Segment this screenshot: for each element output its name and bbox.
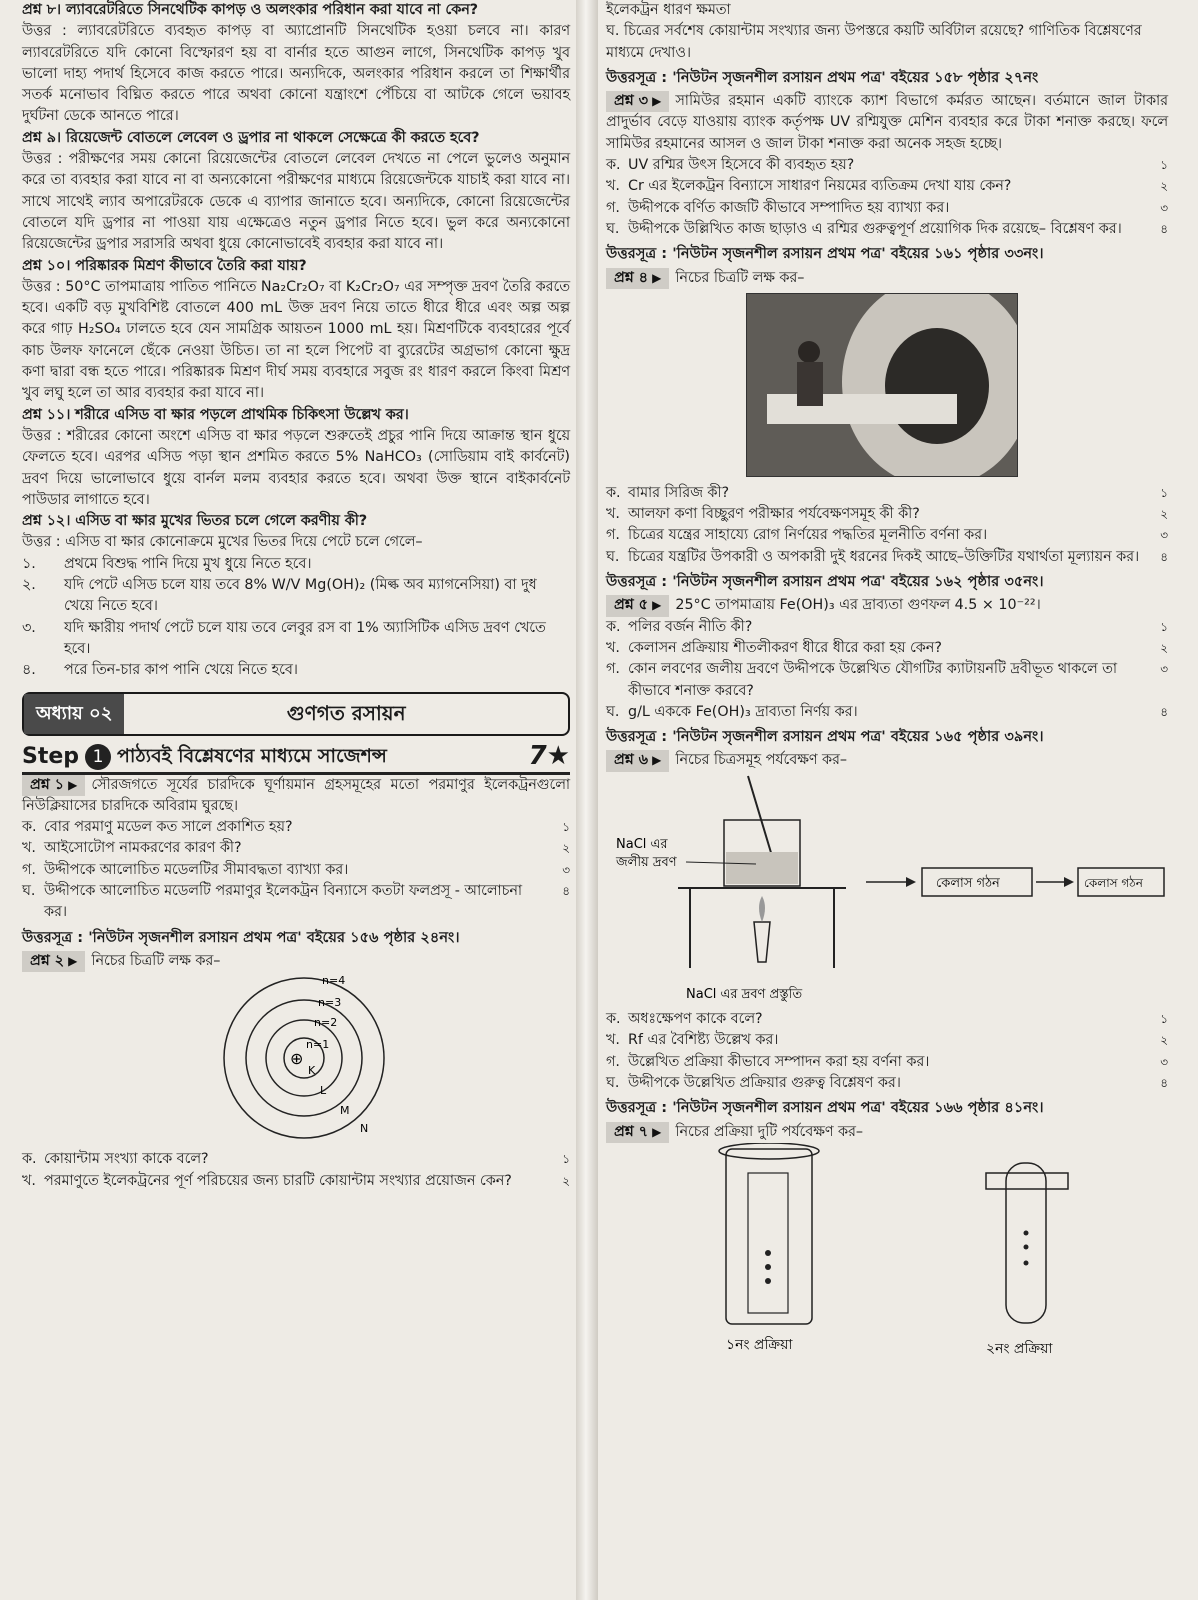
sub-mark: ১ [1160, 158, 1168, 173]
question-8: প্রশ্ন ৮। ল্যাবরেটরিতে সিনথেটিক কাপড় ও অলংকার পরিধান করা যাবে না কেন? [22, 2, 479, 18]
cq-2 [22, 951, 570, 972]
sub-mark: ৩ [1160, 200, 1168, 215]
shell-label-l: L [320, 1084, 327, 1098]
process-2-label: ২নং প্রক্রিয়া [986, 1340, 1053, 1357]
sub-question [606, 504, 1168, 525]
step-banner [22, 740, 570, 775]
sub-mark: ৪ [1160, 704, 1168, 719]
solution-label-line2: জলীয় দ্রবণ [616, 854, 677, 870]
sub-question [606, 702, 1168, 723]
shell-label-n: N [360, 1122, 369, 1136]
step-item [22, 618, 570, 661]
technician-head [798, 341, 820, 363]
sub-key: ক. [22, 1151, 37, 1168]
sub-question [606, 1009, 1168, 1030]
orbit-n2 [266, 1020, 342, 1096]
crystal-box-2-label: কেলাস গঠন [1084, 875, 1143, 890]
solution-level [726, 852, 798, 884]
chapter-header [22, 692, 570, 736]
sub-key: খ. [606, 506, 620, 523]
sub-text: আইসোটোপ নামকরণের কারণ কী? [44, 840, 242, 857]
cq-4 [606, 268, 1168, 289]
sub-text: বামার সিরিজ কী? [628, 484, 730, 501]
burner [754, 922, 770, 962]
sub-text: পরমাণুতে ইলেকট্রনের পূর্ণ পরিচয়ের জন্য চারটি কোয়ান্টাম সংখ্যার প্রয়োজন কেন? [44, 1172, 512, 1189]
chapter-title: গুণগত রসায়ন [286, 700, 406, 725]
sub-mark: ১ [562, 1152, 570, 1167]
sub-key: গ. [606, 1053, 620, 1070]
sub-question [22, 1149, 570, 1170]
chapter-label: অধ্যায় ০২ [24, 694, 124, 734]
sub-text: চিত্রের যন্ত্রটির উপকারী ও অপকারী দুই ধরনের দিকই আছে–উক্তিটির যথার্থতা মূল্যায়ন কর। [628, 548, 1140, 565]
carryover-line: ইলেকট্রন ধারণ ক্ষমতা [606, 2, 731, 18]
step-word: Step [22, 743, 80, 769]
sub-mark: ৩ [1160, 662, 1168, 677]
scanner-bore [885, 328, 989, 444]
sub-question [606, 659, 1168, 702]
question-tag: প্রশ্ন ২ ▶ [22, 951, 85, 972]
star-badge: 7★ [528, 740, 570, 771]
sub-mark: ৪ [1160, 221, 1168, 236]
sub-key: খ. [606, 639, 620, 656]
step-text: প্রথমে বিশুদ্ধ পানি দিয়ে মুখ ধুয়ে নিতে হবে। [64, 555, 312, 572]
stem-text: 25°C তাপমাত্রায় Fe(OH)₃ এর দ্রাব্যতা গুণফল 4.5 × 10⁻²²। [675, 597, 1041, 614]
sub-key: গ. [606, 199, 620, 216]
sub-key: ঘ. [606, 220, 620, 237]
sub-text: উদ্দীপকে আলোচিত মডেলটির সীমাবদ্ধতা ব্যাখ্যা কর। [44, 861, 349, 878]
paper-strip-1 [748, 1173, 788, 1313]
sub-key: গ. [22, 861, 36, 878]
question-12: প্রশ্ন ১২। এসিড বা ক্ষার মুখের ভিতর চলে গেলে করণীয় কী? [22, 513, 368, 530]
sub-text: Cr এর ইলেকট্রন বিন্যাসে সাধারণ নিয়মের ব্যতিক্রম দেখা যায় কেন? [628, 178, 1012, 195]
orbit-n3 [246, 1000, 362, 1116]
step-text: যদি পেটে এসিড চলে যায় তবে 8% W/V Mg(OH)₂ (মিল্ক অব ম্যাগনেসিয়া) বা দুধ খেয়ে নিতে হবে। [64, 577, 537, 615]
stem-text: সৌরজগতে সূর্যের চারদিকে ঘূর্ণায়মান গ্রহসমূহের মতো পরমাণুর ইলেকট্রনগুলো নিউক্লিয়াসের চারদিকে অবিরাম ঘুরছে। [22, 776, 570, 814]
sub-text: কেলাসন প্রক্রিয়ায় শীতলীকরণ ধীরে ধীরে করা হয় কেন? [628, 639, 942, 656]
sub-text: আলফা কণা বিচ্ছুরণ পরীক্ষার পর্যবেক্ষণসমূহ কী কী? [628, 506, 920, 523]
patient-bed [767, 394, 957, 424]
jar-1 [726, 1149, 812, 1324]
sub-question [606, 219, 1168, 240]
sub-mark: ২ [562, 1173, 570, 1188]
sub-question [606, 525, 1168, 546]
sub-key: খ. [22, 1172, 36, 1189]
sub-mark: ৩ [562, 862, 570, 877]
sub-text: পলির বর্জন নীতি কী? [628, 618, 753, 635]
left-column [22, 0, 570, 1192]
cq-3 [606, 91, 1168, 155]
cq-5 [606, 595, 1168, 616]
step-number: ১. [22, 555, 36, 572]
sub-question [606, 617, 1168, 638]
sub-mark: ৪ [562, 883, 570, 898]
sub-key: গ. [606, 661, 620, 678]
spot [765, 1250, 771, 1256]
answer-reference: উত্তরসূত্র : 'নিউটন সৃজনশীল রসায়ন প্রথম পত্র' বইয়ের ১৬২ পৃষ্ঠার ৩৫নং। [606, 573, 1044, 591]
sub-question [606, 547, 1168, 568]
sub-mark: ২ [1160, 179, 1168, 194]
sub-question [22, 1171, 570, 1192]
jar-1-lid [719, 1143, 819, 1159]
sub-question [22, 817, 570, 838]
step-number-badge: 1 [85, 744, 111, 770]
sub-text: চিত্রের যন্ত্রের সাহায্যে রোগ নির্ণয়ের পদ্ধতির মূলনীতি বর্ণনা কর। [628, 527, 988, 544]
sub-mark: ১ [1160, 1012, 1168, 1027]
cq-1 [22, 775, 570, 818]
arrow-2-head [1064, 877, 1074, 887]
sub-key: ক. [606, 484, 621, 501]
question-tag: প্রশ্ন ৭ ▶ [606, 1122, 669, 1143]
spot [765, 1278, 771, 1284]
sub-text: উল্লেখিত প্রক্রিয়া কীভাবে সম্পাদন করা হয় বর্ণনা কর। [628, 1053, 930, 1070]
step-number: ৪. [22, 662, 36, 679]
sub-key: খ. [606, 178, 620, 195]
carryover-question: ঘ. চিত্রের সর্বশেষ কোয়ান্টাম সংখ্যার জন্য উপস্তরে কয়টি অর্বিটাল রয়েছে? গাণিতিক বিশ্লেষণের মাধ্যমে দেখাও। [606, 23, 1142, 61]
orbit-n4 [224, 978, 384, 1138]
crystallization-diagram [606, 772, 1168, 1002]
nucleus-symbol: ⊕ [290, 1049, 304, 1069]
sub-question [606, 176, 1168, 197]
sub-text: উদ্দীপকে বর্ণিত কাজটি কীভাবে সম্পাদিত হয় ব্যাখ্যা কর। [628, 199, 950, 216]
step-item [22, 554, 570, 575]
stem-text: সামিউর রহমান একটি ব্যাংকে ক্যাশ বিভাগে কর্মরত আছেন। বর্তমানে জাল টাকার প্রাদুর্ভাব বেড়ে যাওয়ায় ব্যাংক কর্তৃপক্ষ UV রশ্মিযুক্ত মেশিন ব্যবহার করে টাকা শনাক্ত করছে। ফলে সামিউর রহমানের আসল ও জাল টাকা শনাক্ত করা অনেক সহজ হচ্ছে। [606, 93, 1168, 152]
answer-11: উত্তর : শরীরের কোনো অংশে এসিড বা ক্ষার পড়লে শুরুতেই প্রচুর পানি দিয়ে আক্রান্ত স্থান ধুয়ে ফেলতে হবে। এরপর এসিড পড়া স্থান প্রশমিত করতে 5% NaHCO₃ (সোডিয়াম বাই কার্বনেট) দ্রবণ দিয়ে ভালোভাবে ধুয়ে বার্নল মলম ব্যবহার করতে হবে। অথবা উক্ত স্থানে বাইকার্বনেট পাউডার লাগাতে হবে। [22, 427, 570, 508]
question-tag: প্রশ্ন ১ ▶ [22, 775, 85, 796]
stem-text: নিচের চিত্রটি লক্ষ কর– [675, 269, 805, 286]
question-tag: প্রশ্ন ৫ ▶ [606, 595, 669, 616]
figure-caption: NaCl এর দ্রবণ প্রস্তুতি [686, 986, 803, 1002]
shell-label-k: K [308, 1064, 316, 1078]
question-10: প্রশ্ন ১০। পরিষ্কারক মিশ্রণ কীভাবে তৈরি করা যায়? [22, 257, 307, 274]
technician-body [797, 362, 823, 406]
sub-text: উদ্দীপকে উল্লেখিত প্রক্রিয়ার গুরুত্ব বিশ্লেষণ কর। [628, 1074, 901, 1091]
shell-label-m: M [340, 1104, 350, 1118]
cq-6 [606, 750, 1168, 771]
sub-text: উদ্দীপকে আলোচিত মডেলটি পরমাণুর ইলেকট্রন বিন্যাসে কতটা ফলপ্রসূ - আলোচনা কর। [44, 882, 523, 921]
sub-question [606, 1073, 1168, 1094]
sub-text: UV রশ্মির উৎস হিসেবে কী ব্যবহৃত হয়? [628, 157, 855, 174]
orbit-label-n4: n=4 [322, 974, 346, 988]
page-gutter [576, 0, 598, 1600]
stem-text: নিচের প্রক্রিয়া দুটি পর্যবেক্ষণ কর– [675, 1123, 864, 1140]
sub-mark: ২ [562, 841, 570, 856]
answer-8: উত্তর : ল্যাবরেটরিতে ব্যবহৃত কাপড় বা অ্যাপ্রোনটি সিনথেটিক হওয়া চলবে না। কারণ ল্যাবরেটরিতে যদি কোনো বিস্ফোরণ হয় বা বার্নার হতে আগুন লাগে, সিনথেটিক কাপড় খুব ভালো দাহ্য পদার্থ হিসেবে কাজ করতে পারে। অন্যদিকে, অলংকার পরিধান করলে তা শিক্ষার্থীর সতর্ক মনোভাব বিঘ্নিত করতে পারে অথবা কোনো যন্ত্রাংশে পেঁচিয়ে বা আটকে গেলে ভয়াবহ দুর্ঘটনা ডেকে আনতে পারে। [22, 23, 570, 125]
step-title: পাঠ্যবই বিশ্লেষণের মাধ্যমে সাজেশন্স [117, 744, 387, 767]
tube-2 [1006, 1163, 1046, 1323]
step-number: ২. [22, 577, 36, 594]
sub-mark: ২ [1160, 507, 1168, 522]
sub-mark: ১ [1160, 619, 1168, 634]
sub-text: উদ্দীপকে উল্লিখিত কাজ ছাড়াও এ রশ্মির গুরুত্বপূর্ণ প্রয়োগিক দিক রয়েছে– বিশ্লেষণ কর। [628, 220, 1122, 237]
flame [759, 896, 765, 922]
step-item [22, 660, 570, 681]
crystal-box-1-label: কেলাস গঠন [936, 875, 1000, 891]
solution-label-line1: NaCl এর [616, 836, 668, 852]
cq-7 [606, 1122, 1168, 1143]
mri-scanner-illustration [747, 294, 1017, 476]
sub-question [22, 881, 570, 924]
sub-mark: ১ [562, 820, 570, 835]
sub-text: কোন লবণের জলীয় দ্রবণে উদ্দীপকে উল্লেখিত যৌগটির ক্যাটায়নটি দ্রবীভূত থাকলে তা কীভাবে শনাক্ত করবে? [628, 661, 1118, 699]
sub-mark: ৩ [1160, 1054, 1168, 1069]
sub-question [22, 860, 570, 881]
sub-key: খ. [606, 1032, 620, 1049]
sub-text: Rf এর বৈশিষ্ট্য উল্লেখ কর। [628, 1032, 779, 1049]
sub-question [606, 1052, 1168, 1073]
question-11: প্রশ্ন ১১। শরীরে এসিড বা ক্ষার পড়লে প্রাথমিক চিকিৎসা উল্লেখ কর। [22, 406, 409, 423]
answer-10: উত্তর : 50°C তাপমাত্রায় পাতিত পানিতে Na₂Cr₂O₇ বা K₂Cr₂O₇ এর সম্পৃক্ত দ্রবণ তৈরি করতে হবে। একটি বড় মুখবিশিষ্ট বোতলে 400 mL উক্ত দ্রবণ নিয়ে তাতে ধীরে ধীরে এবং অল্প অল্প করে গাঢ় H₂SO₄ ঢালতে হবে যেন সামগ্রিক আয়তন 1000 mL হয়। মিশ্রণটিকে ব্যবহারের পূর্বে কাচ উলফ ফানেলে ছেঁকে নেওয়া উচিত। তা না হলে পিপেট বা ব্যুরেটের অগ্রভাগ কোনো ক্ষুদ্র কণা দ্বারা বন্ধ হতে পারে। পরিষ্কারক মিশ্রণ দীর্ঘ সময় ব্যবহারে সবুজ রং ধারণ করলে কিংবা মিশ্রণ খুব লঘু হলে তা আর ব্যবহার করা যাবে না। [22, 278, 570, 402]
chromatography-diagram [606, 1143, 1168, 1358]
orbit-label-n3: n=3 [318, 996, 342, 1010]
orbit-label-n2: n=2 [314, 1016, 338, 1030]
answer-reference: উত্তরসূত্র : 'নিউটন সৃজনশীল রসায়ন প্রথম পত্র' বইয়ের ১৬৫ পৃষ্ঠার ৩৯নং। [606, 728, 1044, 746]
step-text: যদি ক্ষারীয় পদার্থ পেটে চলে যায় তবে লেবুর রস বা 1% অ্যাসিটিক এসিড দ্রবণ খেতে হবে। [64, 619, 546, 657]
sub-mark: ৩ [1160, 528, 1168, 543]
sub-key: ক. [606, 618, 621, 635]
tube-2-holder [986, 1173, 1068, 1189]
sub-question [606, 638, 1168, 659]
sub-mark: ১ [1160, 485, 1168, 500]
answer-reference: উত্তরসূত্র : 'নিউটন সৃজনশীল রসায়ন প্রথম পত্র' বইয়ের ১৫৮ পৃষ্ঠার ২৭নং [606, 68, 1039, 86]
sub-key: গ. [606, 527, 620, 544]
stem-text: নিচের চিত্রসমূহ পর্যবেক্ষণ কর– [675, 752, 848, 769]
sub-question [606, 198, 1168, 219]
sub-question [606, 1030, 1168, 1051]
process-1-label: ১নং প্রক্রিয়া [726, 1336, 793, 1353]
stirring-rod [748, 776, 772, 856]
step-number: ৩. [22, 619, 36, 636]
sub-question [606, 155, 1168, 176]
sub-key: খ. [22, 840, 36, 857]
spot [1024, 1260, 1029, 1265]
sub-key: ক. [606, 157, 621, 174]
question-tag: প্রশ্ন ৪ ▶ [606, 268, 669, 289]
sub-key: ঘ. [606, 548, 620, 565]
sub-mark: ২ [1160, 640, 1168, 655]
sub-mark: ৪ [1160, 549, 1168, 564]
answer-reference: উত্তরসূত্র : 'নিউটন সৃজনশীল রসায়ন প্রথম পত্র' বইয়ের ১৬৬ পৃষ্ঠার ৪১নং। [606, 1099, 1044, 1117]
question-tag: প্রশ্ন ৬ ▶ [606, 750, 669, 771]
answer-reference: উত্তরসূত্র : 'নিউটন সৃজনশীল রসায়ন প্রথম পত্র' বইয়ের ১৫৬ পৃষ্ঠার ২৪নং। [22, 928, 460, 946]
mri-scanner-photo [746, 293, 1018, 477]
arrow-1-head [906, 877, 916, 887]
sub-text: g/L এককে Fe(OH)₃ দ্রাব্যতা নির্ণয় কর। [628, 703, 858, 720]
sub-text: বোর পরমাণু মডেল কত সালে প্রকাশিত হয়? [44, 819, 293, 836]
sub-key: ক. [606, 1011, 621, 1028]
sub-question [22, 838, 570, 859]
question-tag: প্রশ্ন ৩ ▶ [606, 91, 669, 112]
step-text: পরে তিন-চার কাপ পানি খেয়ে নিতে হবে। [64, 662, 298, 679]
answer-9: উত্তর : পরীক্ষণের সময় কোনো রিয়েজেন্টের বোতলে লেবেল দেখতে না পেলে ভুলেও অনুমান করে তা ব্যবহার করা যাবে না বা অন্যকোনো পরীক্ষণের মাধ্যমে রিয়েজেন্টকে যাচাই করা যাবে না। সাথে সাথেই ল্যাব অপারেটরকে ডেকে এ ব্যাপার জানাতে হবে। অন্যদিকে, কোনো রিয়েজেন্টের বোতলে যদি ড্রপার না পাওয়া যায় এক্ষেত্রেও নতুন ড্রপার নিতে হবে। ভুল করে অন্যকোনো রিয়েজেন্টের ড্রপার সরাসরি অথবা ধুয়ে কোনোভাবেই ব্যবহার করা যাবে না। [22, 151, 570, 253]
orbit-label-n1: n=1 [306, 1038, 330, 1052]
bohr-orbit-diagram [22, 972, 570, 1142]
stem-text: নিচের চিত্রটি লক্ষ কর– [91, 952, 221, 969]
sub-mark: ৪ [1160, 1075, 1168, 1090]
sub-key: ঘ. [606, 703, 620, 720]
step-item [22, 575, 570, 618]
sub-mark: ২ [1160, 1033, 1168, 1048]
sub-key: ক. [22, 819, 37, 836]
spot [1024, 1244, 1029, 1249]
sub-key: ঘ. [606, 1074, 620, 1091]
sub-question [606, 483, 1168, 504]
answer-reference: উত্তরসূত্র : 'নিউটন সৃজনশীল রসায়ন প্রথম পত্র' বইয়ের ১৬১ পৃষ্ঠার ৩৩নং। [606, 245, 1044, 263]
right-column [606, 0, 1168, 1365]
sub-text: অধঃক্ষেপণ কাকে বলে? [628, 1011, 763, 1028]
sub-key: ঘ. [22, 882, 36, 899]
spot [1024, 1230, 1029, 1235]
spot [765, 1264, 771, 1270]
answer-12: উত্তর : এসিড বা ক্ষার কোনোক্রমে মুখের ভিতর দিয়ে পেটে চলে গেলে– [22, 534, 423, 551]
sub-text: কোয়ান্টাম সংখ্যা কাকে বলে? [44, 1151, 209, 1168]
question-9: প্রশ্ন ৯। রিয়েজেন্ট বোতলে লেবেল ও ড্রপার না থাকলে সেক্ষেত্রে কী করতে হবে? [22, 129, 480, 146]
